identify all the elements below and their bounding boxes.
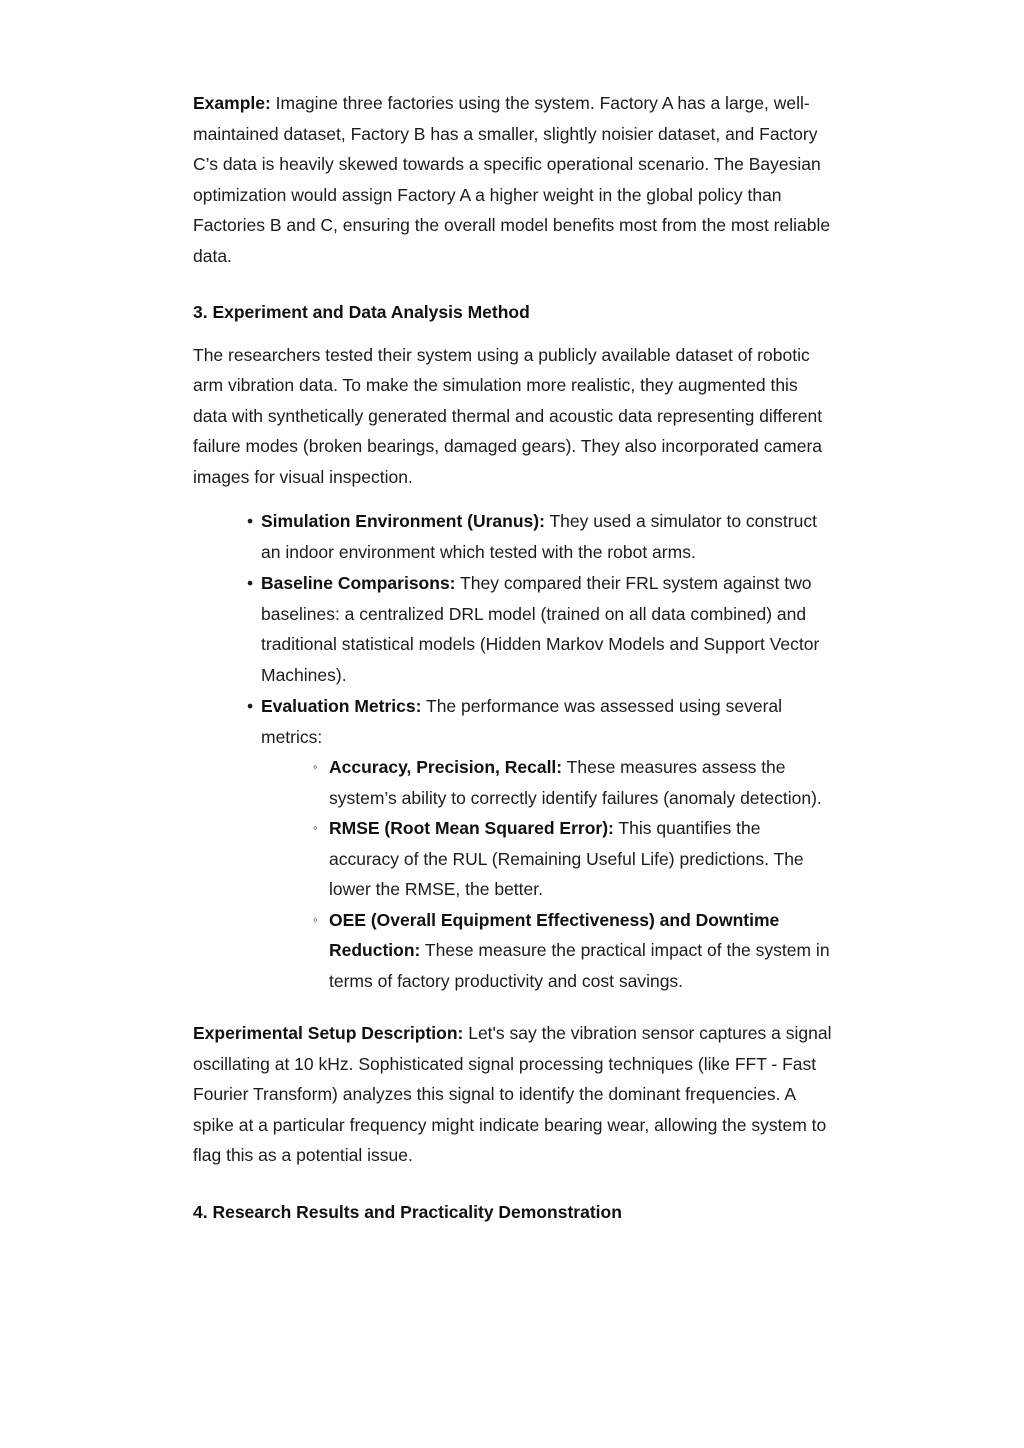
list-item-lead: Simulation Environment (Uranus):: [261, 511, 545, 531]
list-item-lead: Baseline Comparisons:: [261, 573, 456, 593]
bullet-dot-icon: •: [247, 511, 254, 531]
list-item: [247, 568, 833, 690]
section-3-heading: 3. Experiment and Data Analysis Method: [193, 302, 530, 322]
list-item: [313, 905, 833, 997]
list-item: [247, 691, 833, 996]
sub-item-text: These measures assess the system’s ability to correctly identify failures (anomaly detection).: [329, 757, 822, 808]
bullet-circle-icon: ◦: [313, 820, 318, 835]
experimental-setup-text: Let's say the vibration sensor captures a signal oscillating at 10 kHz. Sophisticated signal processing techniques (like FFT - Fast Fourier Transform) analyzes this signal to identify the dominant frequencies. A spike at a particular frequency might indicate bearing wear, allowing the system to flag this as a potential issue.: [193, 1023, 832, 1165]
bullet-dot-icon: •: [247, 696, 254, 716]
sub-item-lead: RMSE (Root Mean Squared Error):: [329, 818, 614, 838]
sub-item-text: This quantifies the accuracy of the RUL (Remaining Useful Life) predictions. The lower the RMSE, the better.: [329, 818, 804, 899]
list-item-text: The performance was assessed using several metrics:: [261, 696, 783, 747]
section-3-body: The researchers tested their system using a publicly available dataset of robotic arm vibration data. To make the simulation more realistic, they augmented this data with synthetically generated thermal and acoustic data representing different failure modes (broken bearings, damaged gears). They also incorporated camera images for visual inspection.: [193, 344, 823, 487]
sub-item-lead: OEE (Overall Equipment Effectiveness) and Downtime Reduction:: [329, 909, 780, 960]
bullet-circle-icon: ◦: [313, 911, 318, 927]
paragraph-experimental-setup: [193, 1018, 833, 1171]
list-item-text: They used a simulator to construct an indoor environment which tested with the robot arms.: [261, 511, 817, 562]
paragraph-example: [193, 88, 833, 271]
section-4-heading: 4. Research Results and Practicality Demonstration: [193, 1201, 622, 1222]
example-text: Imagine three factories using the system. Factory A has a large, well-maintained dataset, Factory B has a smaller, slightly noisier dataset, and Factory C’s data is heavily skewed towards a specific operational scenario. The Bayesian optimization would assign Factory A a higher weight in the global policy than Factories B and C, ensuring the overall model benefits most from the most reliable data.: [193, 93, 831, 266]
bullet-dot-icon: •: [247, 573, 254, 593]
list-item: [313, 752, 833, 813]
bullet-circle-icon: ◦: [313, 759, 318, 774]
sub-item-text: These measure the practical impact of the system in terms of factory productivity and cost savings.: [329, 940, 830, 991]
metrics-sub-list: [261, 752, 833, 996]
sub-item-lead: Accuracy, Precision, Recall:: [329, 757, 563, 777]
list-item-lead: Evaluation Metrics:: [261, 696, 422, 716]
document-body: [193, 88, 833, 1227]
example-label: Example:: [193, 93, 271, 113]
experimental-setup-label: Experimental Setup Description:: [193, 1023, 464, 1043]
list-item-text: They compared their FRL system against two baselines: a centralized DRL model (trained on all data combined) and traditional statistical models (Hidden Markov Models and Support Vector Machines).: [261, 573, 820, 685]
evaluation-bullet-list: [193, 506, 833, 996]
list-item: [247, 506, 833, 567]
list-item: [313, 813, 833, 905]
